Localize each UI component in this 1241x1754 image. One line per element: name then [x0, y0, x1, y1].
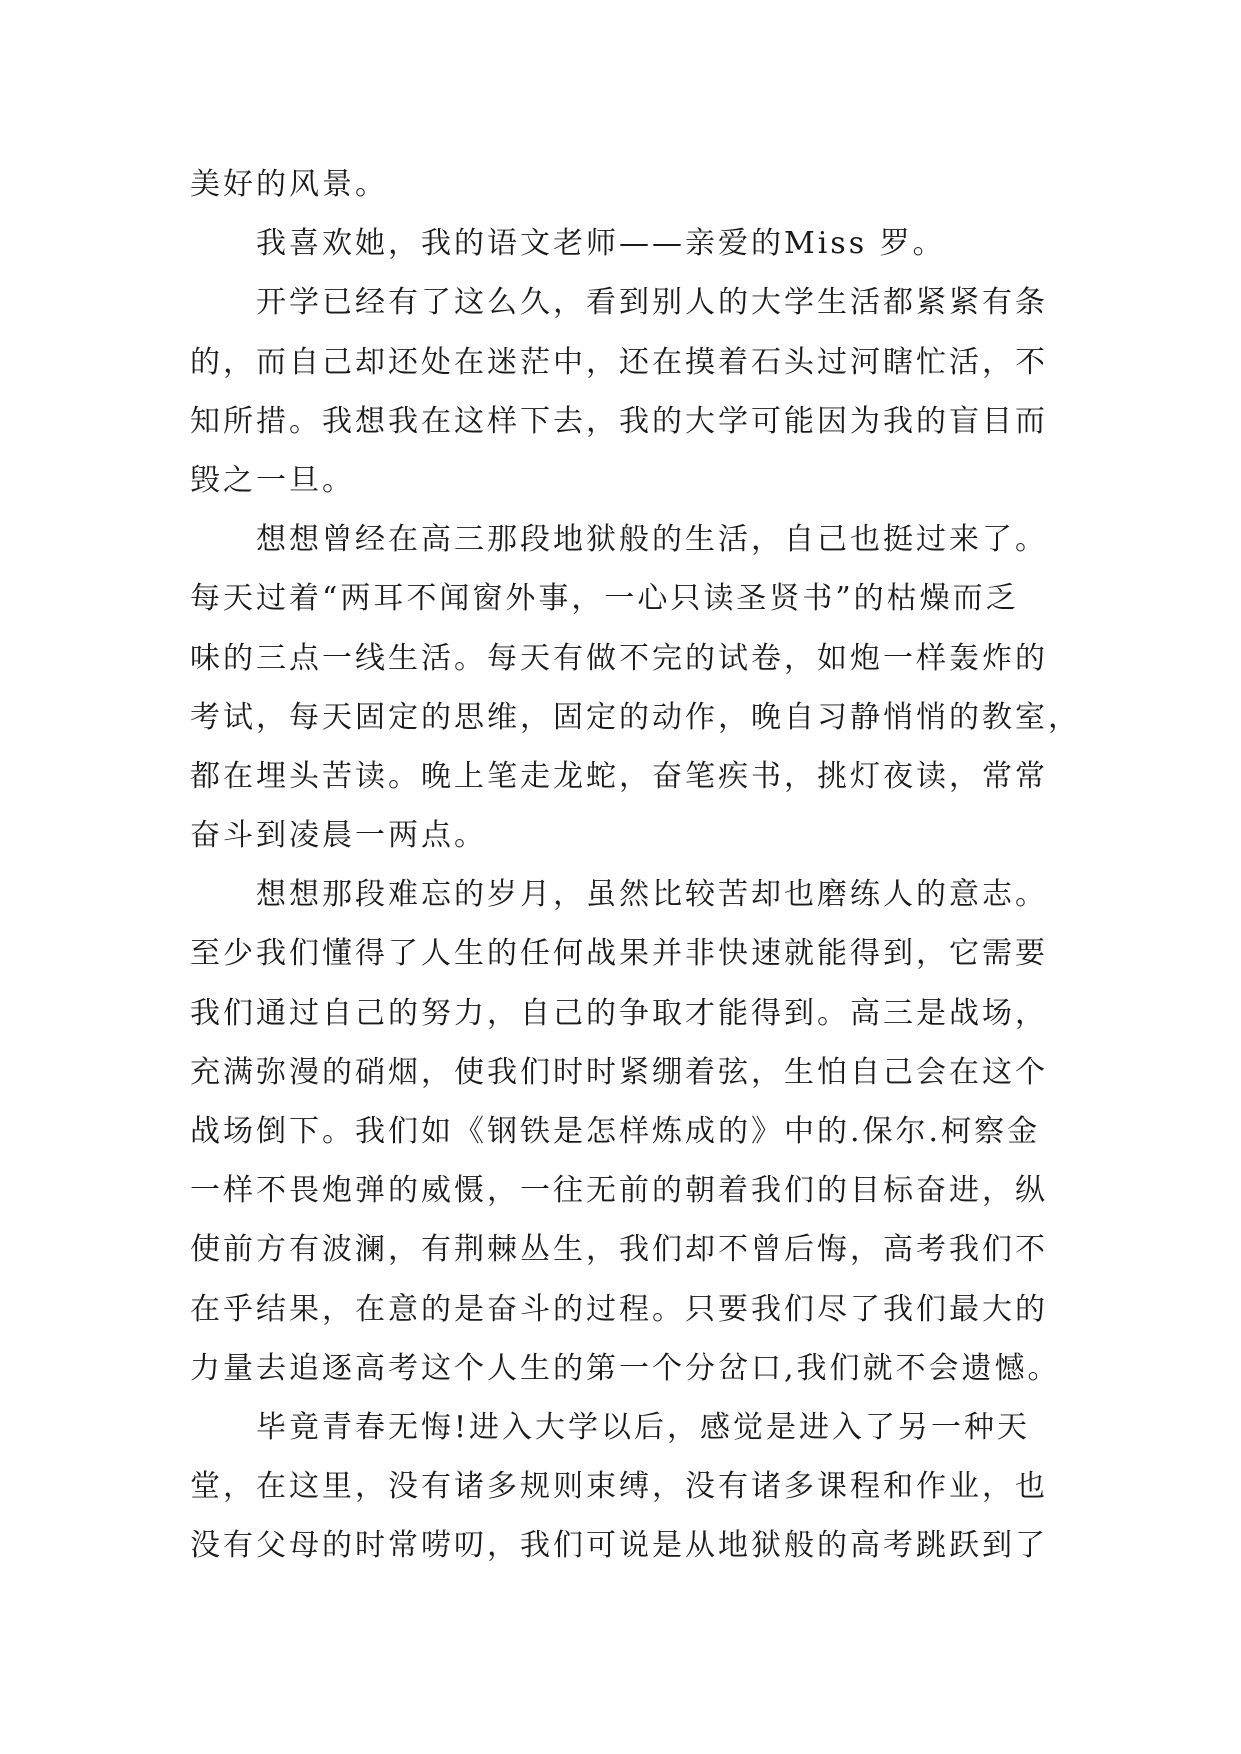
text-line: 美好的风景。 [190, 167, 388, 202]
text-line: 一样不畏炮弹的威慑，一往无前的朝着我们的目标奋进，纵 [190, 1173, 1048, 1209]
text-line: 味的三点一线生活。每天有做不完的试卷，如炮一样轰炸的 [190, 640, 1048, 676]
text-line: 都在埋头苦读。晚上笔走龙蛇，奋笔疾书，挑灯夜读，常常 [190, 758, 1048, 794]
text-line: 至少我们懂得了人生的任何战果并非快速就能得到，它需要 [190, 936, 1048, 972]
text-line: 想想曾经在高三那段地狱般的生活，自己也挺过来了。 [256, 522, 1048, 558]
text-line: 堂，在这里，没有诸多规则束缚，没有诸多课程和作业，也 [190, 1469, 1048, 1505]
text-line: 奋斗到凌晨一两点。 [190, 818, 487, 854]
text-line: 想想那段难忘的岁月，虽然比较苦却也磨练人的意志。 [256, 877, 1048, 913]
text-line: 的，而自己却还处在迷茫中，还在摸着石头过河瞎忙活，不 [190, 344, 1048, 380]
text-line: 我们通过自己的努力，自己的争取才能得到。高三是战场， [190, 995, 1048, 1031]
text-line: 没有父母的时常唠叨，我们可说是从地狱般的高考跳跃到了 [190, 1528, 1048, 1564]
text-line: 考试，每天固定的思维，固定的动作，晚自习静悄悄的教室， [190, 699, 1081, 735]
text-line: 使前方有波澜，有荆棘丛生，我们却不曾后悔，高考我们不 [190, 1232, 1048, 1268]
text-line: 我喜欢她，我的语文老师——亲爱的Miss 罗。 [256, 226, 946, 262]
text-line: 开学已经有了这么久，看到别人的大学生活都紧紧有条 [256, 285, 1048, 321]
text-line: 在乎结果，在意的是奋斗的过程。只要我们尽了我们最大的 [190, 1291, 1048, 1327]
text-line: 战场倒下。我们如《钢铁是怎样炼成的》中的.保尔.柯察金 [190, 1114, 1041, 1149]
text-line: 毕竟青春无悔!进入大学以后，感觉是进入了另一种天 [256, 1409, 1031, 1445]
essay-body [190, 155, 1081, 1576]
text-line: 毁之一旦。 [190, 462, 355, 498]
text-line: 知所措。我想我在这样下去，我的大学可能因为我的盲目而 [190, 403, 1048, 439]
text-line: 充满弥漫的硝烟，使我们时时紧绷着弦，生怕自己会在这个 [190, 1054, 1048, 1090]
text-line: 力量去追逐高考这个人生的第一个分岔口,我们就不会遗憾。 [190, 1350, 1061, 1386]
text-line: 每天过着“两耳不闻窗外事，一心只读圣贤书”的枯燥而乏 [190, 581, 1019, 617]
